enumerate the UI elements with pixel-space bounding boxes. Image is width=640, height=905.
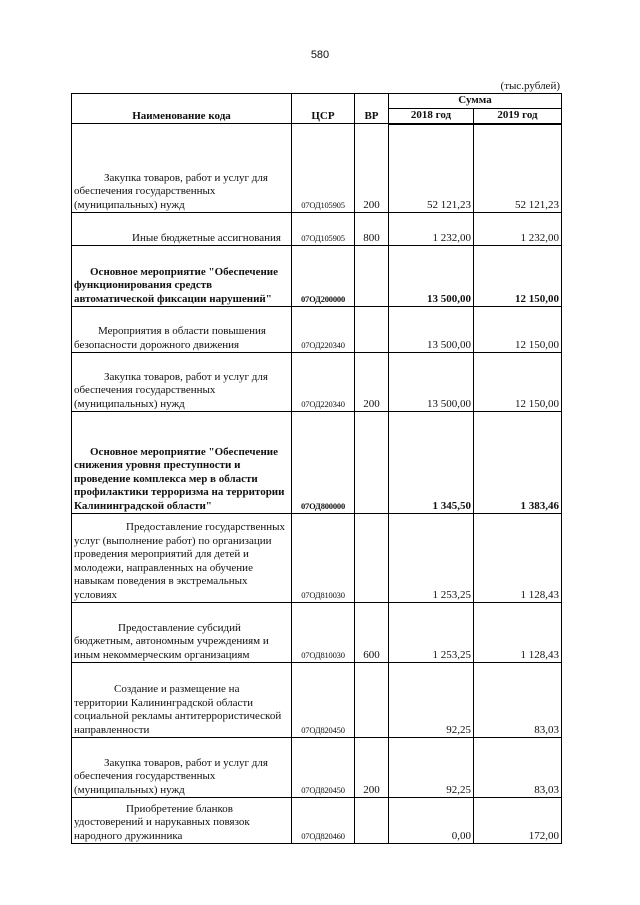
row-vr <box>355 798 389 844</box>
row-csr: 07ОД820450 <box>292 738 355 798</box>
row-2019: 12 150,00 <box>474 246 562 307</box>
row-csr: 07ОД105905 <box>292 213 355 246</box>
row-csr: 07ОД105905 <box>292 124 355 213</box>
table-row <box>72 514 562 603</box>
row-2019: 1 128,43 <box>474 603 562 663</box>
table-row <box>72 798 562 844</box>
units-label: (тыс.рублей) <box>500 80 560 92</box>
table-row <box>72 307 562 353</box>
table-row <box>72 246 562 307</box>
row-2019: 1 383,46 <box>474 412 562 514</box>
page-number: 580 <box>310 49 330 61</box>
row-name: Иные бюджетные ассигнования <box>72 213 292 246</box>
row-vr <box>355 307 389 353</box>
header-year-2018: 2018 год <box>389 108 474 124</box>
budget-table <box>71 93 562 844</box>
table-row <box>72 738 562 798</box>
row-name: Закупка товаров, работ и услуг для обеспечения государственных (муниципальных) нужд <box>72 124 292 213</box>
row-csr: 07ОД200000 <box>292 246 355 307</box>
row-name: Приобретение бланков удостоверений и нарукавных повязок народного дружинника <box>72 798 292 844</box>
row-2018: 13 500,00 <box>389 353 474 412</box>
row-2019: 1 128,43 <box>474 514 562 603</box>
row-name: Предоставление субсидий бюджетным, автономным учреждениям и иным некоммерческим организациям <box>72 603 292 663</box>
table-row <box>72 353 562 412</box>
header-name: Наименование кода <box>72 94 292 124</box>
row-2018: 13 500,00 <box>389 307 474 353</box>
row-2018: 0,00 <box>389 798 474 844</box>
table-row <box>72 213 562 246</box>
row-name: Основное мероприятие "Обеспечение снижения уровня преступности и проведение комплекса мер в области профилактики терроризма на территории Калининградской области" <box>72 412 292 514</box>
row-name: Мероприятия в области повышения безопасности дорожного движения <box>72 307 292 353</box>
header-vr: ВР <box>355 94 389 124</box>
row-2018: 13 500,00 <box>389 246 474 307</box>
row-2018: 1 232,00 <box>389 213 474 246</box>
row-name: Предоставление государственных услуг (выполнение работ) по организации проведения мероприятий для детей и молодежи, направленных на обучение навыкам поведения в экстремальных условиях <box>72 514 292 603</box>
header-sum: Сумма <box>389 94 562 109</box>
row-vr: 200 <box>355 738 389 798</box>
row-2018: 92,25 <box>389 663 474 738</box>
row-name: Закупка товаров, работ и услуг для обеспечения государственных (муниципальных) нужд <box>72 353 292 412</box>
row-2018: 1 253,25 <box>389 514 474 603</box>
row-vr: 200 <box>355 353 389 412</box>
header-csr: ЦСР <box>292 94 355 124</box>
table-row <box>72 412 562 514</box>
row-csr: 07ОД820450 <box>292 663 355 738</box>
row-vr <box>355 412 389 514</box>
row-2019: 83,03 <box>474 738 562 798</box>
row-vr <box>355 246 389 307</box>
row-csr: 07ОД800000 <box>292 412 355 514</box>
table-row <box>72 603 562 663</box>
row-name: Основное мероприятие "Обеспечение функционирования средств автоматической фиксации нарушений" <box>72 246 292 307</box>
table-header-row <box>72 94 562 109</box>
row-vr: 200 <box>355 124 389 213</box>
row-2019: 52 121,23 <box>474 124 562 213</box>
row-csr: 07ОД220340 <box>292 307 355 353</box>
row-2018: 92,25 <box>389 738 474 798</box>
row-vr <box>355 663 389 738</box>
row-2019: 172,00 <box>474 798 562 844</box>
header-year-2019: 2019 год <box>474 108 562 124</box>
row-2018: 52 121,23 <box>389 124 474 213</box>
row-csr: 07ОД810030 <box>292 603 355 663</box>
row-2018: 1 345,50 <box>389 412 474 514</box>
row-name: Закупка товаров, работ и услуг для обеспечения государственных (муниципальных) нужд <box>72 738 292 798</box>
row-vr: 600 <box>355 603 389 663</box>
row-csr: 07ОД810030 <box>292 514 355 603</box>
table-row <box>72 124 562 213</box>
row-2019: 12 150,00 <box>474 353 562 412</box>
row-csr: 07ОД220340 <box>292 353 355 412</box>
table-row <box>72 663 562 738</box>
row-name: Создание и размещение на территории Калининградской области социальной рекламы антитеррористической направленности <box>72 663 292 738</box>
row-csr: 07ОД820460 <box>292 798 355 844</box>
row-vr: 800 <box>355 213 389 246</box>
row-vr <box>355 514 389 603</box>
row-2019: 1 232,00 <box>474 213 562 246</box>
row-2019: 12 150,00 <box>474 307 562 353</box>
row-2019: 83,03 <box>474 663 562 738</box>
row-2018: 1 253,25 <box>389 603 474 663</box>
